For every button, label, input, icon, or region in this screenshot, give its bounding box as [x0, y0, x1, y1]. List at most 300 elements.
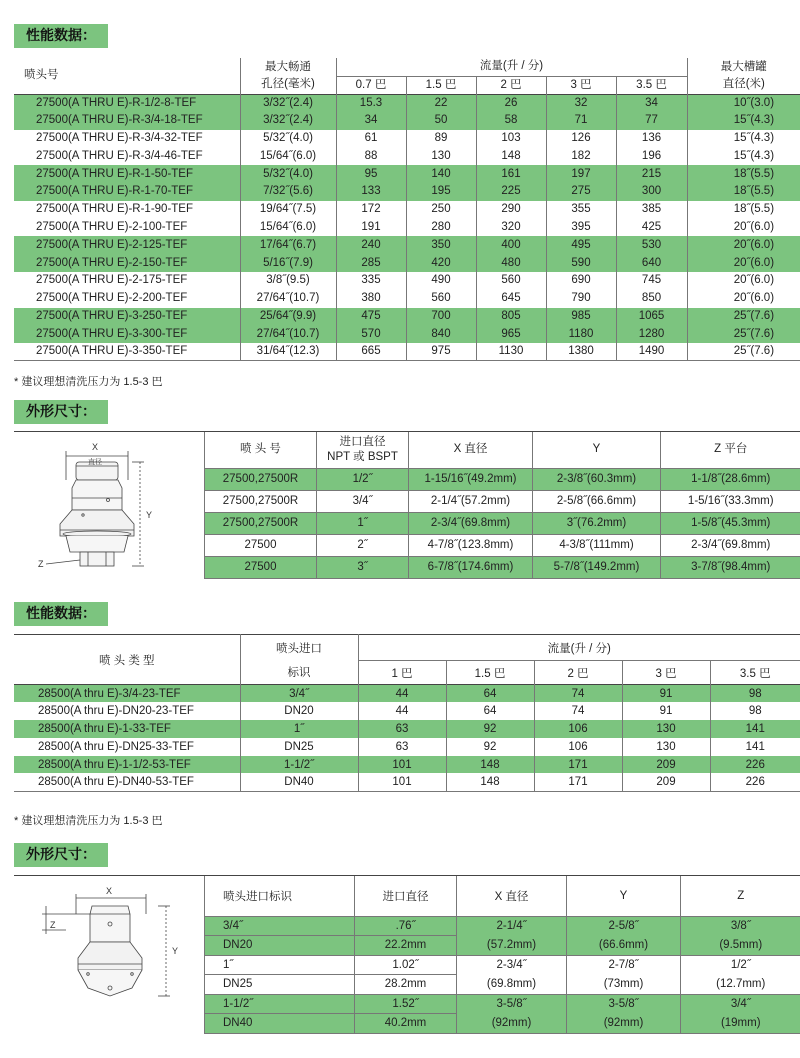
- model-cell: 27500(A THRU E)-R-1/2-8-TEF: [14, 94, 240, 112]
- table-row: [14, 236, 800, 254]
- z-cell: 3-7/8˝(98.4mm): [661, 556, 800, 578]
- z-cell: 2-3/4˝(69.8mm): [661, 534, 800, 556]
- flow-cell: 44: [358, 702, 446, 720]
- flow-cell: 400: [476, 236, 546, 254]
- pressure-note: * 建议理想清洗压力为 1.5-3 巴: [14, 376, 163, 388]
- inlet-id-cell: 1˝: [205, 955, 355, 975]
- flow-cell: 74: [534, 685, 622, 703]
- flow-cell: 320: [476, 219, 546, 237]
- flow-cell: 130: [622, 738, 710, 756]
- header-y: Y: [533, 432, 661, 468]
- flow-cell: 275: [546, 183, 616, 201]
- model-cell: 27500(A THRU E)-2-175-TEF: [36, 274, 188, 287]
- flow-cell: 126: [546, 130, 616, 148]
- flow-cell: 148: [446, 756, 534, 774]
- flow-cell: 32: [546, 94, 616, 112]
- model-cell: 27500(A THRU E)-2-100-TEF: [36, 220, 188, 233]
- header-tank-bottom: 直径(米): [687, 76, 800, 94]
- inlet-cell: DN40: [240, 773, 358, 791]
- flow-cell: 290: [476, 201, 546, 219]
- inlet-cell: 3/4˝: [317, 490, 409, 512]
- header-z: Z: [681, 876, 800, 916]
- flow-cell: 89: [406, 130, 476, 148]
- model-cell: 27500(A THRU E)-2-125-TEF: [14, 236, 240, 254]
- flow-cell: 350: [406, 236, 476, 254]
- flow-cell: 34: [616, 94, 687, 112]
- header-inlet-bottom: 标识: [240, 661, 358, 685]
- inlet-cell: 1-1/2˝: [240, 756, 358, 774]
- table-row: [14, 702, 800, 720]
- x-cell: 4-7/8˝(123.8mm): [409, 534, 533, 556]
- model-cell: 27500: [205, 556, 317, 578]
- flow-cell: 133: [336, 183, 406, 201]
- flow-cell: 250: [406, 201, 476, 219]
- tank-cell: 20˝(6.0): [687, 290, 800, 308]
- flow-cell: 50: [406, 112, 476, 130]
- flow-cell: 15.3: [336, 94, 406, 112]
- header-flow: 流量(升 / 分): [336, 58, 687, 76]
- header-pressure: 2 巴: [534, 661, 622, 685]
- orifice-cell: 25/64˝(9.9): [240, 308, 336, 326]
- flow-cell: 1380: [546, 343, 616, 361]
- inlet-dia-cell: 28.2mm: [355, 975, 457, 995]
- y-cell: (92mm): [567, 1014, 681, 1034]
- header-pressure: 1.5 巴: [446, 661, 534, 685]
- header-inlet-dia: 进口直径: [355, 876, 457, 916]
- flow-cell: 209: [622, 756, 710, 774]
- model-cell: 28500(A thru E)-DN25-33-TEF: [38, 740, 194, 753]
- tank-cell: 10˝(3.0): [687, 94, 800, 112]
- diagram-label-x: X: [106, 886, 113, 896]
- table-row: [205, 1014, 800, 1034]
- orifice-cell: 27/64˝(10.7): [240, 290, 336, 308]
- section-title-dimensions-2: 外形尺寸：: [14, 843, 108, 867]
- model-cell: 27500(A THRU E)-3-350-TEF: [14, 343, 240, 361]
- flow-cell: 700: [406, 308, 476, 326]
- tank-cell: 20˝(6.0): [687, 254, 800, 272]
- table-row: [14, 756, 800, 774]
- diagram-label-z: Z: [38, 559, 44, 569]
- flow-cell: 61: [336, 130, 406, 148]
- tank-cell: 15˝(4.3): [687, 147, 800, 165]
- flow-cell: 197: [546, 165, 616, 183]
- orifice-cell: 31/64˝(12.3): [240, 343, 336, 361]
- diagram-label-x-sub: 直径: [88, 458, 102, 466]
- model-cell: 28500(A thru E)-DN40-53-TEF: [14, 773, 240, 791]
- tank-cell: 20˝(6.0): [687, 219, 800, 237]
- table-row: [14, 130, 800, 148]
- header-orifice-bottom: 孔径(毫米): [240, 76, 336, 94]
- orifice-cell: 3/32˝(2.4): [240, 112, 336, 130]
- orifice-cell: 19/64˝(7.5): [240, 201, 336, 219]
- orifice-cell: 5/32˝(4.0): [240, 130, 336, 148]
- header-y: Y: [567, 876, 681, 916]
- table-row: [205, 534, 800, 556]
- flow-cell: 1130: [476, 343, 546, 361]
- header-orifice-top: 最大畅通: [240, 58, 336, 76]
- orifice-cell: 17/64˝(6.7): [240, 236, 336, 254]
- model-cell: 28500(A thru E)-1-33-TEF: [14, 720, 240, 738]
- y-cell: (66.6mm): [567, 936, 681, 956]
- inlet-id-cell: DN40: [205, 1014, 355, 1034]
- flow-cell: 95: [336, 165, 406, 183]
- tank-cell: 25˝(7.6): [687, 308, 800, 326]
- flow-cell: 34: [336, 112, 406, 130]
- y-cell: 4-3/8˝(111mm): [533, 534, 661, 556]
- table-row: [205, 556, 800, 578]
- inlet-id-cell: 3/4˝: [205, 916, 355, 936]
- flow-cell: 26: [476, 94, 546, 112]
- tank-cell: 15˝(4.3): [687, 112, 800, 130]
- header-z: Z 平台: [661, 432, 800, 468]
- inlet-cell: DN20: [240, 702, 358, 720]
- flow-cell: 92: [446, 738, 534, 756]
- flow-cell: 1490: [616, 343, 687, 361]
- header-inlet-line1: 进口直径: [339, 435, 386, 448]
- dimensions-table-27500: [204, 432, 800, 579]
- inlet-cell: 1/2˝: [317, 468, 409, 490]
- tank-cell: 18˝(5.5): [687, 183, 800, 201]
- tank-cell: 25˝(7.6): [687, 325, 800, 343]
- model-cell: 28500(A thru E)-1-1/2-53-TEF: [14, 756, 240, 774]
- flow-cell: 1065: [616, 308, 687, 326]
- flow-cell: 965: [476, 325, 546, 343]
- flow-cell: 88: [336, 147, 406, 165]
- flow-cell: 745: [616, 272, 687, 290]
- flow-cell: 63: [358, 720, 446, 738]
- table-row: [205, 994, 800, 1014]
- flow-cell: 226: [710, 773, 800, 791]
- tank-cell: 15˝(4.3): [687, 130, 800, 148]
- flow-cell: 690: [546, 272, 616, 290]
- table-row: [14, 183, 800, 201]
- flow-cell: 590: [546, 254, 616, 272]
- performance-table-27500: [14, 58, 800, 361]
- model-cell: 27500(A THRU E)-R-1-90-TEF: [36, 203, 193, 216]
- flow-cell: 98: [710, 685, 800, 703]
- flow-cell: 103: [476, 130, 546, 148]
- tank-cell: 20˝(6.0): [687, 272, 800, 290]
- header-pressure: 3.5 巴: [616, 76, 687, 94]
- diagram-label-z: Z: [50, 920, 56, 930]
- model-cell: 28500(A thru E)-3/4-23-TEF: [14, 685, 240, 703]
- diagram-label-y: Y: [146, 510, 153, 520]
- table-row: [14, 308, 800, 326]
- flow-cell: 385: [616, 201, 687, 219]
- y-cell: 5-7/8˝(149.2mm): [533, 556, 661, 578]
- flow-cell: 300: [616, 183, 687, 201]
- flow-cell: 1280: [616, 325, 687, 343]
- header-pressure: 3 巴: [546, 76, 616, 94]
- flow-cell: 171: [534, 773, 622, 791]
- model-cell: 27500(A THRU E)-R-3/4-32-TEF: [36, 131, 203, 144]
- model-cell: 27500(A THRU E)-3-300-TEF: [14, 325, 240, 343]
- flow-cell: 140: [406, 165, 476, 183]
- flow-cell: 280: [406, 219, 476, 237]
- inlet-id-cell: DN20: [205, 936, 355, 956]
- tank-cell: 18˝(5.5): [687, 201, 800, 219]
- model-cell: 27500(A THRU E)-3-250-TEF: [14, 308, 240, 326]
- flow-cell: 101: [358, 756, 446, 774]
- y-cell: 2-5/8˝: [567, 916, 681, 936]
- model-cell: 27500,27500R: [205, 512, 317, 534]
- flow-cell: 570: [336, 325, 406, 343]
- model-cell: 27500: [205, 534, 317, 556]
- flow-cell: 92: [446, 720, 534, 738]
- flow-cell: 64: [446, 702, 534, 720]
- flow-cell: 195: [406, 183, 476, 201]
- orifice-cell: 27/64˝(10.7): [240, 325, 336, 343]
- flow-cell: 560: [476, 272, 546, 290]
- flow-cell: 191: [336, 219, 406, 237]
- y-cell: (73mm): [567, 975, 681, 995]
- header-x: X 直径: [457, 876, 567, 916]
- z-cell: (12.7mm): [681, 975, 800, 995]
- z-cell: 1/2˝: [681, 955, 800, 975]
- inlet-cell: 1˝: [240, 720, 358, 738]
- table-row: [14, 685, 800, 703]
- flow-cell: 101: [358, 773, 446, 791]
- table-row: [14, 290, 800, 308]
- flow-cell: 91: [622, 685, 710, 703]
- flow-cell: 141: [710, 720, 800, 738]
- flow-cell: 490: [406, 272, 476, 290]
- flow-cell: 182: [546, 147, 616, 165]
- model-cell: 27500(A THRU E)-R-1-70-TEF: [14, 183, 240, 201]
- inlet-cell: 3˝: [317, 556, 409, 578]
- z-cell: 1-5/16˝(33.3mm): [661, 490, 800, 512]
- inlet-dia-cell: .76˝: [355, 916, 457, 936]
- x-cell: 6-7/8˝(174.6mm): [409, 556, 533, 578]
- flow-cell: 106: [534, 738, 622, 756]
- diagram-label-y: Y: [172, 946, 179, 956]
- table-row: [14, 94, 800, 112]
- table-row: [205, 916, 800, 936]
- table-row: [14, 773, 800, 791]
- table-row: [205, 512, 800, 534]
- inlet-id-cell: 1-1/2˝: [205, 994, 355, 1014]
- flow-cell: 640: [616, 254, 687, 272]
- flow-cell: 425: [616, 219, 687, 237]
- model-cell: 27500,27500R: [205, 490, 317, 512]
- flow-cell: 975: [406, 343, 476, 361]
- header-pressure: 1 巴: [358, 661, 446, 685]
- table-row: [205, 936, 800, 956]
- flow-cell: 475: [336, 308, 406, 326]
- orifice-cell: 5/32˝(4.0): [240, 165, 336, 183]
- flow-cell: 148: [476, 147, 546, 165]
- flow-cell: 225: [476, 183, 546, 201]
- table-row: [14, 254, 800, 272]
- y-cell: 2-5/8˝(66.6mm): [533, 490, 661, 512]
- flow-cell: 148: [446, 773, 534, 791]
- orifice-cell: 7/32˝(5.6): [240, 183, 336, 201]
- flow-cell: 71: [546, 112, 616, 130]
- x-cell: 2-3/4˝(69.8mm): [409, 512, 533, 534]
- orifice-cell: 5/16˝(7.9): [240, 254, 336, 272]
- x-cell: 2-1/4˝: [457, 916, 567, 936]
- header-flow: 流量(升 / 分): [358, 635, 800, 661]
- flow-cell: 215: [616, 165, 687, 183]
- flow-cell: 44: [358, 685, 446, 703]
- table-row: [14, 272, 800, 290]
- model-cell: 27500(A THRU E)-R-1-50-TEF: [14, 165, 240, 183]
- diagram-label-x: X: [92, 442, 99, 452]
- flow-cell: 136: [616, 130, 687, 148]
- flow-cell: 58: [476, 112, 546, 130]
- z-cell: 3/4˝: [681, 994, 800, 1014]
- flow-cell: 91: [622, 702, 710, 720]
- nozzle-28500-diagram: [36, 884, 196, 1034]
- flow-cell: 645: [476, 290, 546, 308]
- flow-cell: 209: [622, 773, 710, 791]
- x-cell: (69.8mm): [457, 975, 567, 995]
- table-row: [205, 490, 800, 512]
- flow-cell: 130: [406, 147, 476, 165]
- table-row: [205, 468, 800, 490]
- flow-cell: 74: [534, 702, 622, 720]
- flow-cell: 98: [710, 702, 800, 720]
- model-cell: 27500(A THRU E)-R-3/4-46-TEF: [36, 149, 203, 162]
- model-cell: 28500(A thru E)-DN20-23-TEF: [38, 705, 194, 718]
- dimensions-table-28500: [204, 876, 800, 1034]
- nozzle-27500-diagram: [36, 440, 196, 590]
- flow-cell: 130: [622, 720, 710, 738]
- flow-cell: 665: [336, 343, 406, 361]
- table-row: [14, 325, 800, 343]
- flow-cell: 22: [406, 94, 476, 112]
- flow-cell: 985: [546, 308, 616, 326]
- x-cell: (57.2mm): [457, 936, 567, 956]
- header-inlet-id: 喷头进口标识: [205, 876, 355, 916]
- x-cell: 2-3/4˝: [457, 955, 567, 975]
- flow-cell: 1180: [546, 325, 616, 343]
- y-cell: 3-5/8˝: [567, 994, 681, 1014]
- table-row: [14, 201, 800, 219]
- z-cell: (19mm): [681, 1014, 800, 1034]
- flow-cell: 285: [336, 254, 406, 272]
- table-row: [14, 219, 800, 237]
- header-tank-top: 最大槽罐: [687, 58, 800, 76]
- table-row: [205, 955, 800, 975]
- table-row: [14, 147, 800, 165]
- flow-cell: 172: [336, 201, 406, 219]
- orifice-cell: 15/64˝(6.0): [240, 147, 336, 165]
- pressure-note: * 建议理想清洗压力为 1.5-3 巴: [14, 815, 163, 827]
- header-x: X 直径: [409, 432, 533, 468]
- tank-cell: 25˝(7.6): [687, 343, 800, 361]
- table-row: [205, 975, 800, 995]
- tank-cell: 20˝(6.0): [687, 236, 800, 254]
- flow-cell: 805: [476, 308, 546, 326]
- header-model: 喷头号: [24, 69, 59, 82]
- z-cell: 1-1/8˝(28.6mm): [661, 468, 800, 490]
- z-cell: 1-5/8˝(45.3mm): [661, 512, 800, 534]
- orifice-cell: 3/32˝(2.4): [240, 94, 336, 112]
- header-pressure: 0.7 巴: [336, 76, 406, 94]
- inlet-cell: 1˝: [317, 512, 409, 534]
- flow-cell: 63: [358, 738, 446, 756]
- header-inlet: [317, 432, 409, 468]
- x-cell: (92mm): [457, 1014, 567, 1034]
- x-cell: 3-5/8˝: [457, 994, 567, 1014]
- model-cell: 27500(A THRU E)-2-150-TEF: [14, 254, 240, 272]
- inlet-dia-cell: 40.2mm: [355, 1014, 457, 1034]
- flow-cell: 355: [546, 201, 616, 219]
- model-cell: 27500(A THRU E)-R-3/4-18-TEF: [14, 112, 240, 130]
- flow-cell: 77: [616, 112, 687, 130]
- z-cell: 3/8˝: [681, 916, 800, 936]
- flow-cell: 141: [710, 738, 800, 756]
- table-row: [14, 112, 800, 130]
- inlet-cell: DN25: [240, 738, 358, 756]
- flow-cell: 560: [406, 290, 476, 308]
- performance-table-28500: [14, 634, 800, 792]
- flow-cell: 196: [616, 147, 687, 165]
- flow-cell: 420: [406, 254, 476, 272]
- header-model: 喷 头 号: [205, 432, 317, 468]
- inlet-dia-cell: 1.02˝: [355, 955, 457, 975]
- orifice-cell: 15/64˝(6.0): [240, 219, 336, 237]
- inlet-id-cell: DN25: [205, 975, 355, 995]
- header-pressure: 3.5 巴: [710, 661, 800, 685]
- model-cell: 27500,27500R: [205, 468, 317, 490]
- inlet-cell: 2˝: [317, 534, 409, 556]
- flow-cell: 226: [710, 756, 800, 774]
- section-title-performance-2: 性能数据：: [14, 602, 108, 626]
- model-cell: 27500(A THRU E)-2-200-TEF: [36, 292, 188, 305]
- flow-cell: 850: [616, 290, 687, 308]
- x-cell: 2-1/4˝(57.2mm): [409, 490, 533, 512]
- table-row: [14, 738, 800, 756]
- flow-cell: 171: [534, 756, 622, 774]
- x-cell: 1-15/16˝(49.2mm): [409, 468, 533, 490]
- table-row: [14, 343, 800, 361]
- header-pressure: 1.5 巴: [406, 76, 476, 94]
- y-cell: 3˝(76.2mm): [533, 512, 661, 534]
- header-pressure: 2 巴: [476, 76, 546, 94]
- table-row: [14, 720, 800, 738]
- y-cell: 2-3/8˝(60.3mm): [533, 468, 661, 490]
- inlet-dia-cell: 22.2mm: [355, 936, 457, 956]
- table-row: [14, 165, 800, 183]
- flow-cell: 495: [546, 236, 616, 254]
- header-inlet-line2: NPT 或 BSPT: [327, 450, 398, 463]
- flow-cell: 161: [476, 165, 546, 183]
- flow-cell: 840: [406, 325, 476, 343]
- flow-cell: 380: [336, 290, 406, 308]
- header-pressure: 3 巴: [622, 661, 710, 685]
- y-cell: 2-7/8˝: [567, 955, 681, 975]
- tank-cell: 18˝(5.5): [687, 165, 800, 183]
- z-cell: (9.5mm): [681, 936, 800, 956]
- inlet-cell: 3/4˝: [240, 685, 358, 703]
- header-inlet-top: 喷头进口: [240, 635, 358, 661]
- flow-cell: 480: [476, 254, 546, 272]
- flow-cell: 335: [336, 272, 406, 290]
- header-type: 喷 头 类 型: [98, 654, 155, 667]
- inlet-dia-cell: 1.52˝: [355, 994, 457, 1014]
- flow-cell: 106: [534, 720, 622, 738]
- flow-cell: 395: [546, 219, 616, 237]
- section-title-dimensions-1: 外形尺寸：: [14, 400, 108, 424]
- section-title-performance-1: 性能数据：: [14, 24, 108, 48]
- flow-cell: 790: [546, 290, 616, 308]
- orifice-cell: 3/8˝(9.5): [240, 272, 336, 290]
- flow-cell: 530: [616, 236, 687, 254]
- flow-cell: 240: [336, 236, 406, 254]
- flow-cell: 64: [446, 685, 534, 703]
